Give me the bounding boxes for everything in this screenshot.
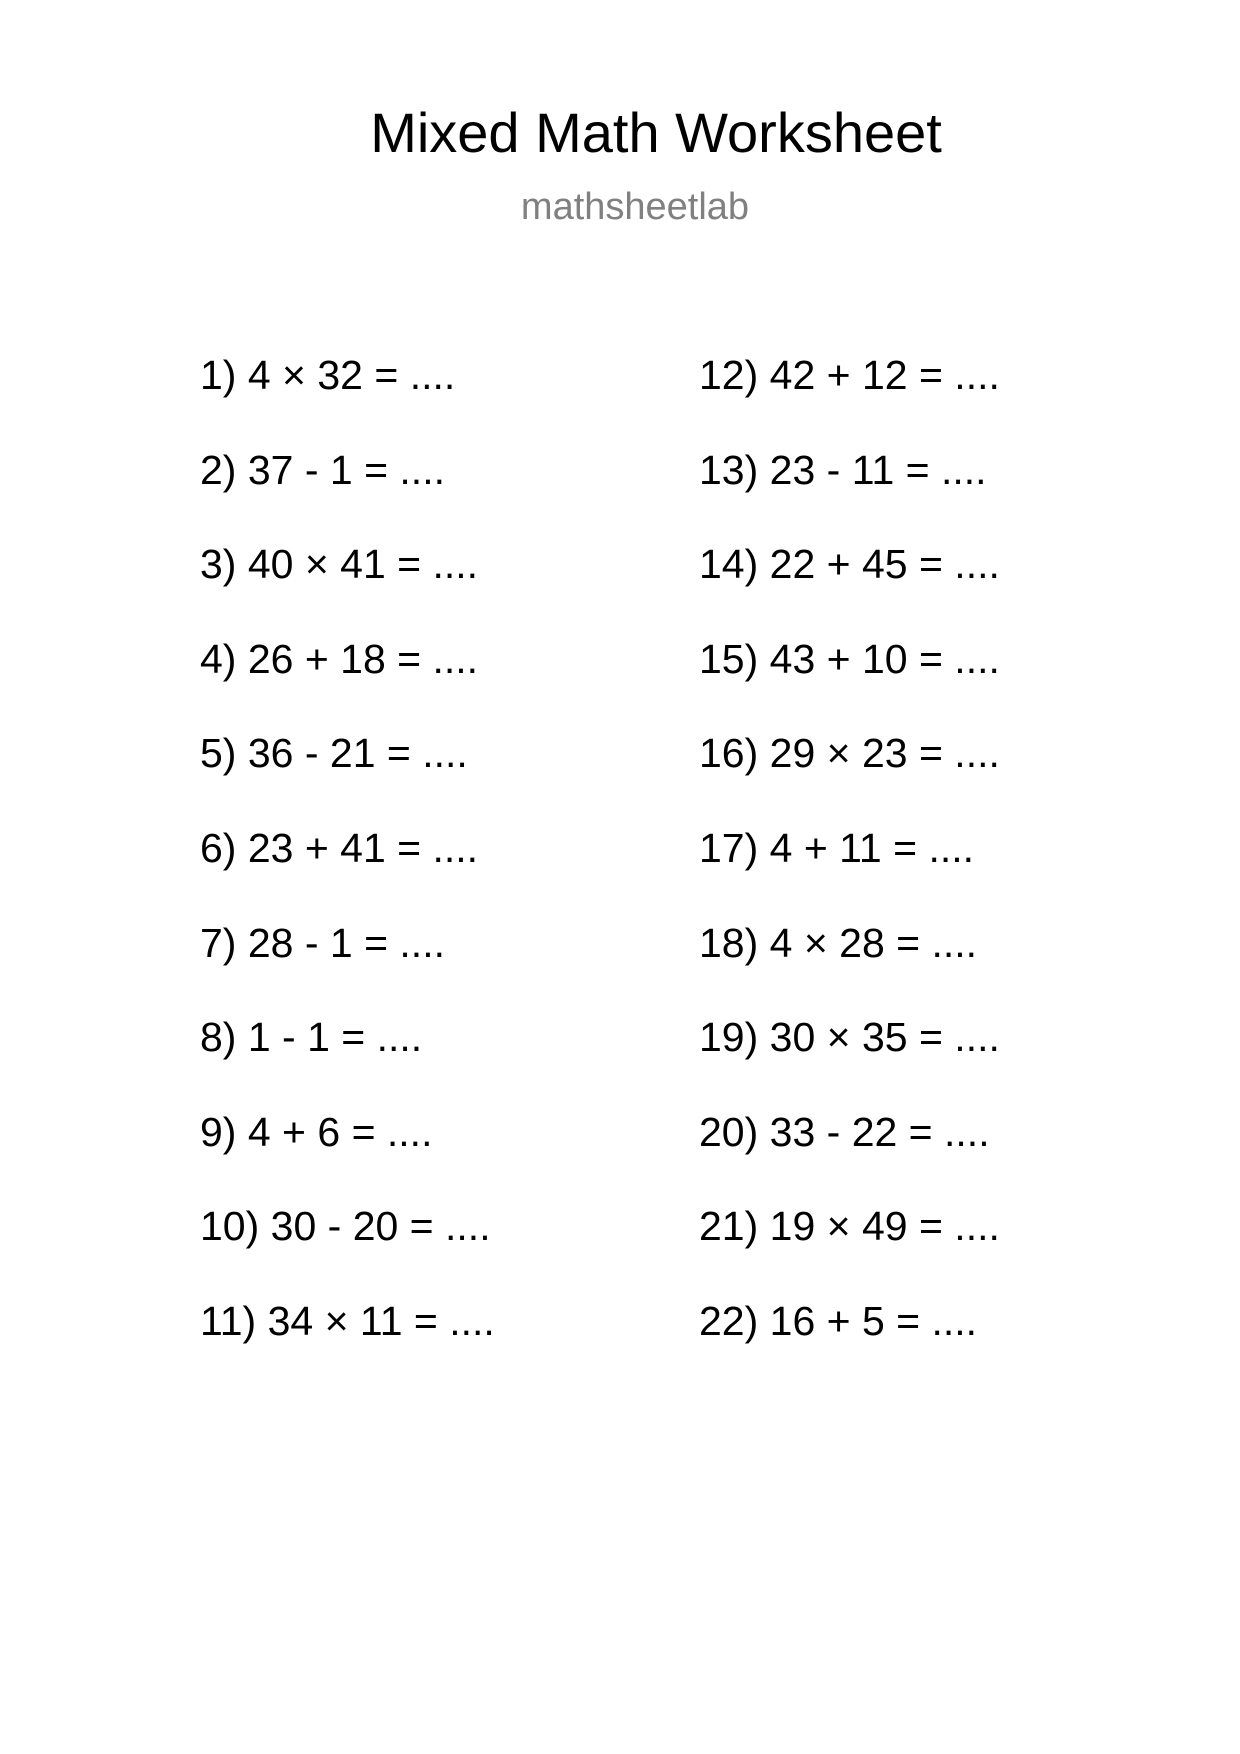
problem-item: 9) 4 + 6 = ....	[200, 1108, 433, 1155]
problem-item: 19) 30 × 35 = ....	[699, 1014, 1000, 1061]
problem-item: 3) 40 × 41 = ....	[200, 541, 479, 588]
problem-item: 4) 26 + 18 = ....	[200, 635, 479, 682]
problem-item: 1) 4 × 32 = ....	[200, 352, 456, 398]
problem-item: 6) 23 + 41 = ....	[200, 824, 479, 871]
problem-item: 17) 4 + 11 = ....	[699, 824, 975, 871]
problem-item: 14) 22 + 45 = ....	[699, 541, 1000, 588]
problem-item: 13) 23 - 11 = ....	[699, 446, 987, 493]
problem-item: 12) 42 + 12 = ....	[699, 352, 1000, 398]
problem-item: 22) 16 + 5 = ....	[699, 1297, 978, 1344]
problems-left-column	[200, 352, 495, 1393]
problem-item: 5) 36 - 21 = ....	[200, 730, 468, 777]
problem-item: 11) 34 × 11 = ....	[200, 1297, 495, 1344]
problem-item: 15) 43 + 10 = ....	[699, 635, 1000, 682]
problem-item: 2) 37 - 1 = ....	[200, 446, 445, 493]
problems-right-column	[699, 352, 1000, 1393]
problem-item: 10) 30 - 20 = ....	[200, 1203, 491, 1250]
problem-item: 7) 28 - 1 = ....	[200, 919, 445, 966]
problem-item: 18) 4 × 28 = ....	[699, 919, 978, 966]
problem-item: 20) 33 - 22 = ....	[699, 1108, 990, 1155]
worksheet-title: Mixed Math Worksheet	[370, 101, 942, 164]
problem-item: 8) 1 - 1 = ....	[200, 1014, 423, 1061]
problem-item: 16) 29 × 23 = ....	[699, 730, 1000, 777]
problem-item: 21) 19 × 49 = ....	[699, 1203, 1000, 1250]
worksheet-subtitle: mathsheetlab	[520, 186, 750, 228]
